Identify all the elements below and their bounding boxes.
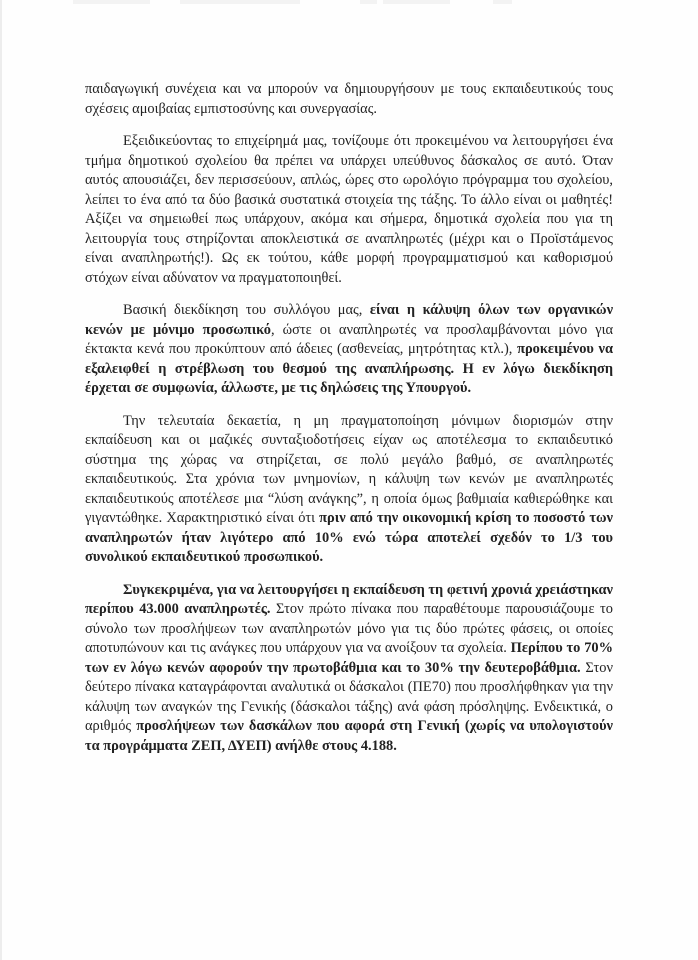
paragraph-continuation: παιδαγωγική συνέχεια και να μπορούν να δημιουργήσουν με τους εκπαιδευτικούς τους σχέσεις αμοιβαίας εμπιστοσύνης και συνεργασίας. [85,81,613,117]
document-text [85,80,613,769]
paragraph-decade: Την τελευταία δεκαετία, η μη πραγματοποίηση μόνιμων διορισμών στην εκπαίδευση και οι μαζικές συνταξιοδοτήσεις είχαν ως αποτέλεσμα το εκπαιδευτικό σύστημα της χώρας να στηρίζεται, σε πολύ μεγάλο βαθμό, σε αναπληρωτές εκπαιδευτικούς. Στα χρόνια των μνημονίων, η κάλυψη των κενών με αναπληρωτές εκπαιδευτικούς αποτέλεσε μια “λύση ανάγκης”, η οποία όμως βαθμιαία καθιερώθηκε και γιγαντώθηκε. Χαρακτηριστικό είναι ότι πριν από την οικονομική κρίση το ποσοστό των αναπληρωτών ήταν λιγότερο από 10% ενώ τώρα αποτελεί σχεδόν το 1/3 του συνολικού εκπαιδευτικού προσωπικού. [85,412,613,565]
scan-artifact [493,0,512,4]
scan-artifact [360,0,377,4]
scan-artifact [73,0,150,4]
paragraph-argument: Εξειδικεύοντας το επιχείρημά μας, τονίζουμε ότι προκειμένου να λειτουργήσει ένα τμήμα δημοτικού σχολείου θα πρέπει να υπάρχει υπεύθυνος δάσκαλος σε αυτό. Όταν αυτός απουσιάζει, δεν περισσεύουν, απλώς, ώρες στο ωρολόγιο πρόγραμμα του σχολείου, λείπει το ένα από τα δύο βασικά συστατικά στοιχεία της τάξης. Το άλλο είναι οι μαθητές! Αξίζει να σημειωθεί πως υπάρχουν, ακόμα και σήμερα, δημοτικά σχολεία που για τη λειτουργία τους στηρίζονται αποκλειστικά σε αναπληρωτές (μέχρι και ο Προϊστάμενος είναι αναπληρωτής!). Ως εκ τούτου, κάθε μορφή προγραμματισμού και καθορισμού στόχων είναι αδύνατον να πραγματοποιηθεί. [85,133,613,286]
paragraph-statistics: Συγκεκριμένα, για να λειτουργήσει η εκπαίδευση τη φετινή χρονιά χρειάστηκαν περίπου 43.000 αναπληρωτές. Στον πρώτο πίνακα που παραθέτουμε παρουσιάζουμε το σύνολο των προσλήψεων των αναπληρωτών μόνο για τις δύο πρώτες φάσεις, οι οποίες αποτυπώνουν και τις ανάγκες που υπάρχουν για να ανοίξουν τα σχολεία. Περίπου το 70% των εν λόγω κενών αφορούν την πρωτοβάθμια και το 30% την δευτεροβάθμια. Στον δεύτερο πίνακα καταγράφονται αναλυτικά οι δάσκαλοι (ΠΕ70) που προσλήφθηκαν για την κάλυψη των αναγκών της Γενικής (δάσκαλοι τάξης) ανά φάση πρόσληψης. Ενδεικτικά, ο αριθμός προσλήψεων των δασκάλων που αφορά στη Γενική (χωρίς να υπολογιστούν τα προγράμματα ΖΕΠ, ΔΥΕΠ) ανήλθε στους 4.188. [85,581,613,754]
scan-artifact [383,0,450,4]
paragraph-demand: Βασική διεκδίκηση του συλλόγου μας, είναι η κάλυψη όλων των οργανικών κενών με μόνιμο προσωπικό, ώστε οι αναπληρωτές να προσλαμβάνονται μόνο για έκτακτα κενά που προκύπτουν από άδειες (ασθενείας, μητρότητας κτλ.), προκειμένου να εξαλειφθεί η στρέβλωση του θεσμού της αναπλήρωσης. Η εν λόγω διεκδίκηση έρχεται σε συμφωνία, άλλωστε, με τις δηλώσεις της Υπουργού. [85,302,614,396]
scan-artifact [180,0,300,4]
